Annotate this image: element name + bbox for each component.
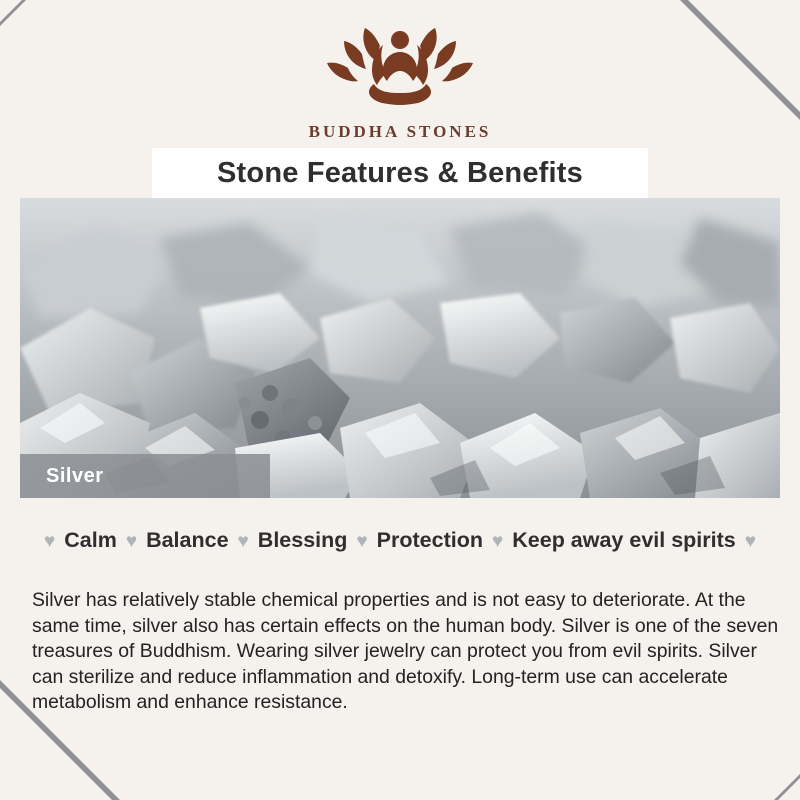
keyword-blessing: Blessing — [257, 528, 348, 552]
corner-decoration-bottom-right-inner — [778, 778, 800, 800]
heart-icon: ♥ — [125, 531, 138, 552]
silver-ore-rocks-illustration — [20, 198, 780, 498]
keyword-keep-away-evil-spirits: Keep away evil spirits — [512, 528, 736, 552]
page-title: Stone Features & Benefits — [217, 156, 583, 189]
brand-name: BUDDHA STONES — [308, 122, 492, 141]
stone-name-badge — [20, 454, 270, 498]
description-text: Silver has relatively stable chemical properties and is not easy to deteriorate. At the same time, silver also has certain effects on the human body. Silver is one of the seven treasures of Buddhism. Wearing silver jewelry can protect you from evil spirits. Silver can sterilize and reduce inflammation and detoxify. Long-term use can accelerate metabolism and enhance resistance. — [32, 589, 779, 714]
keyword-protection: Protection — [376, 528, 483, 552]
heart-icon: ♥ — [43, 531, 56, 552]
heart-icon: ♥ — [356, 531, 368, 552]
title-band — [152, 148, 648, 198]
keyword-balance: Balance — [146, 528, 229, 552]
heart-icon: ♥ — [491, 531, 504, 552]
brand-logo-block — [0, 18, 800, 142]
benefit-keywords — [0, 528, 800, 553]
lotus-meditation-icon — [320, 18, 480, 118]
heart-icon: ♥ — [744, 531, 756, 552]
stone-name-label: Silver — [46, 464, 104, 487]
heart-icon: ♥ — [237, 531, 249, 552]
hero-image — [20, 198, 780, 498]
keyword-calm: Calm — [64, 528, 117, 552]
